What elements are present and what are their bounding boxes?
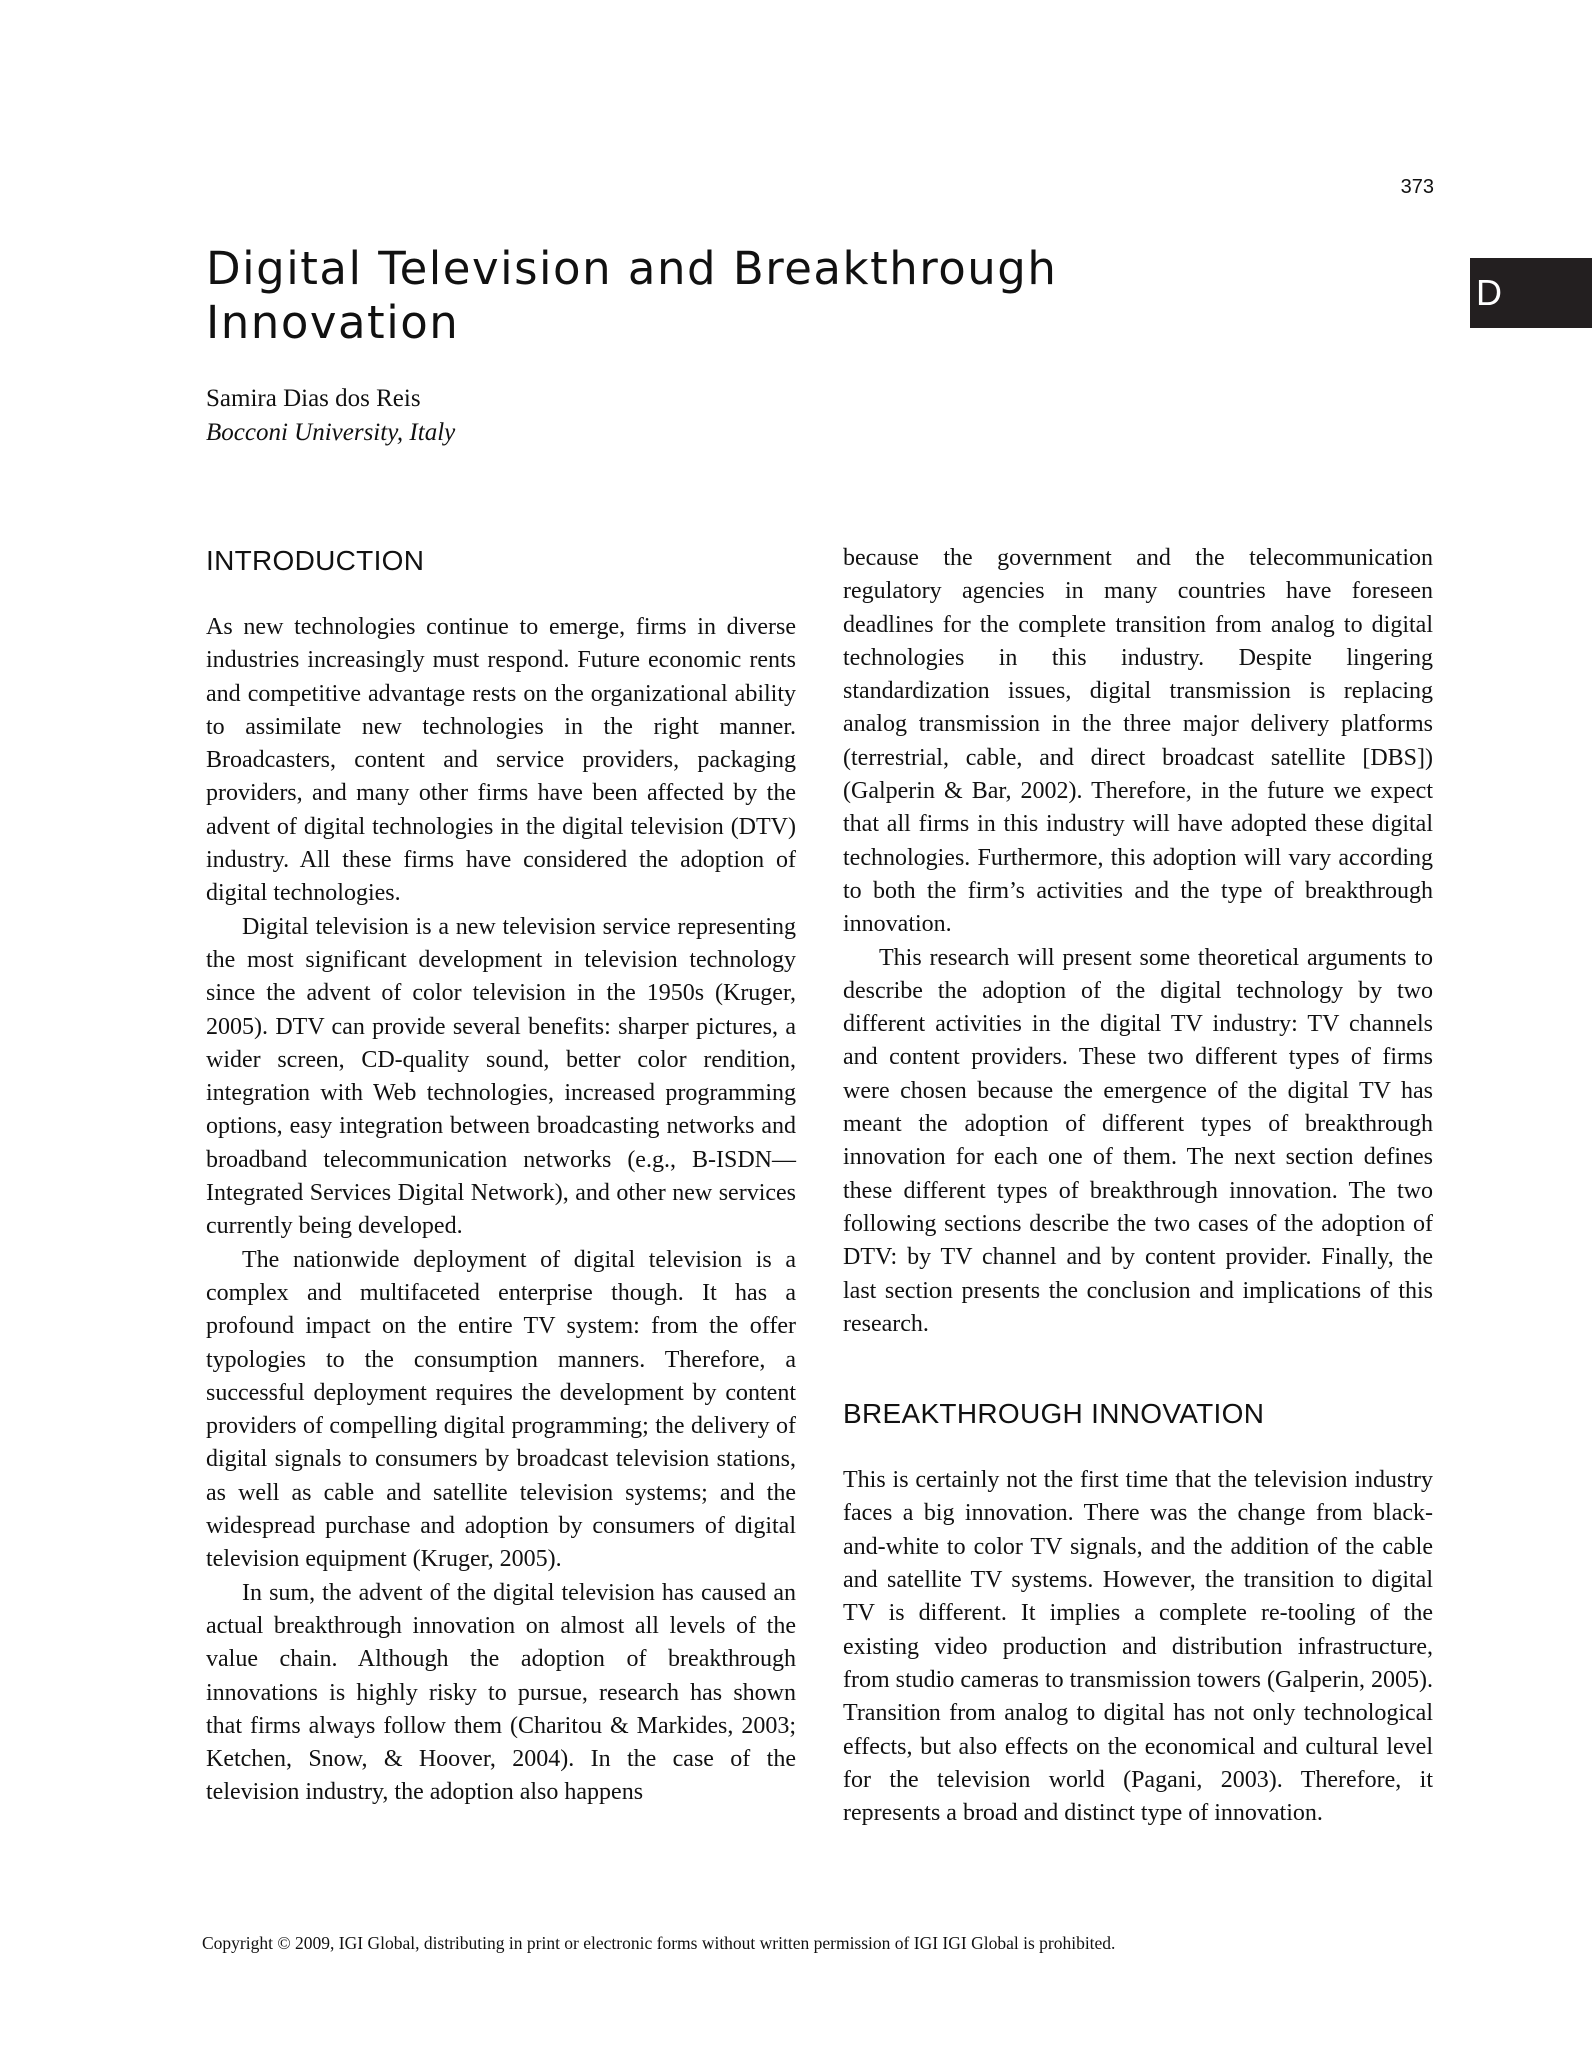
paragraph: As new technologies continue to emerge, firms in diverse industries increasingly must respond. Future economic rents and competitive advantage rests on the organizational ability to assimilate new technologies in the right manner. Broadcasters, content and service providers, packaging providers, and many other firms have been affected by the advent of digital technologies in the digital television (DTV) industry. All these firms have considered the adoption of digital technologies.	[206, 614, 796, 907]
paragraph: The nationwide deployment of digital television is a complex and multifaceted enterprise though. It has a profound impact on the entire TV system: from the offer typologies to the consumption manners. Therefore, a successful deployment requires the development by content providers of compelling digital programming; the delivery of digital signals to consumers by broadcast television stations, as well as cable and satellite television systems; and the widespread purchase and adoption by consumers of digital television equipment (Kruger, 2005).	[206, 1246, 796, 1573]
paragraph: This is certainly not the first time that the television industry faces a big innovation. There was the change from black-and-white to color TV signals, and the addition of the cable and satellite TV systems. However, the transition to digital TV is different. It implies a complete re-tooling of the existing video production and distribution infrastructure, from studio cameras to transmission towers (Galperin, 2005). Transition from analog to digital has not only technological effects, but also effects on the economical and cultural level for the television world (Pagani, 2003). Therefore, it represents a broad and distinct type of innovation.	[843, 1467, 1433, 1827]
right-column	[843, 542, 1433, 1830]
paragraph: This research will present some theoretical arguments to describe the adoption of the digital technology by two different activities in the digital TV industry: TV channels and content providers. These two different types of firms were chosen because the emergence of the digital TV has meant the adoption of different types of breakthrough innovation for each one of them. The next section defines these different types of breakthrough innovation. The two following sections describe the two cases of the adoption of DTV: by TV channel and by content provider. Finally, the last section presents the conclusion and implications of this research.	[843, 944, 1433, 1337]
paragraph: Digital television is a new television service representing the most significant development in television technology since the advent of color television in the 1950s (Kruger, 2005). DTV can provide several benefits: sharper pictures, a wider screen, CD-quality sound, better color rendition, integration with Web technologies, increased programming options, easy integration between broadcasting networks and broadband telecommunication networks (e.g., B-ISDN—Integrated Services Digital Network), and other new services currently being developed.	[206, 913, 796, 1240]
breakthrough-innovation-heading: BREAKTHROUGH INNOVATION	[843, 1398, 1265, 1430]
paragraph: because the government and the telecommunication regulatory agencies in many countries have foreseen deadlines for the complete transition from analog to digital technologies in this industry. Despite lingering standardization issues, digital transmission is replacing analog transmission in the three major delivery platforms (terrestrial, cable, and direct broadcast satellite [DBS]) (Galperin & Bar, 2002). Therefore, in the future we expect that all firms in this industry will have adopted these digital technologies. Furthermore, this adoption will vary according to both the firm’s activities and the type of breakthrough innovation.	[843, 545, 1433, 938]
article-title: Digital Television and Breakthrough Innovation	[206, 242, 1058, 349]
author-affiliation: Bocconi University, Italy	[206, 419, 456, 446]
introduction-heading: INTRODUCTION	[206, 545, 425, 576]
author-block	[206, 382, 455, 450]
author-name: Samira Dias dos Reis	[206, 385, 421, 412]
copyright-footer: Copyright © 2009, IGI Global, distributing in print or electronic forms without written permission of IGI IGI Global is prohibited.	[202, 1933, 1116, 1953]
left-column	[206, 542, 796, 1810]
paragraph: In sum, the advent of the digital television has caused an actual breakthrough innovation on almost all levels of the value chain. Although the adoption of breakthrough innovations is highly risky to pursue, research has shown that firms always follow them (Charitou & Markides, 2003; Ketchen, Snow, & Hoover, 2004). In the case of the television industry, the adoption also happens	[206, 1579, 796, 1806]
page-number: 373	[1400, 176, 1434, 198]
section-tab: D	[1470, 258, 1592, 328]
